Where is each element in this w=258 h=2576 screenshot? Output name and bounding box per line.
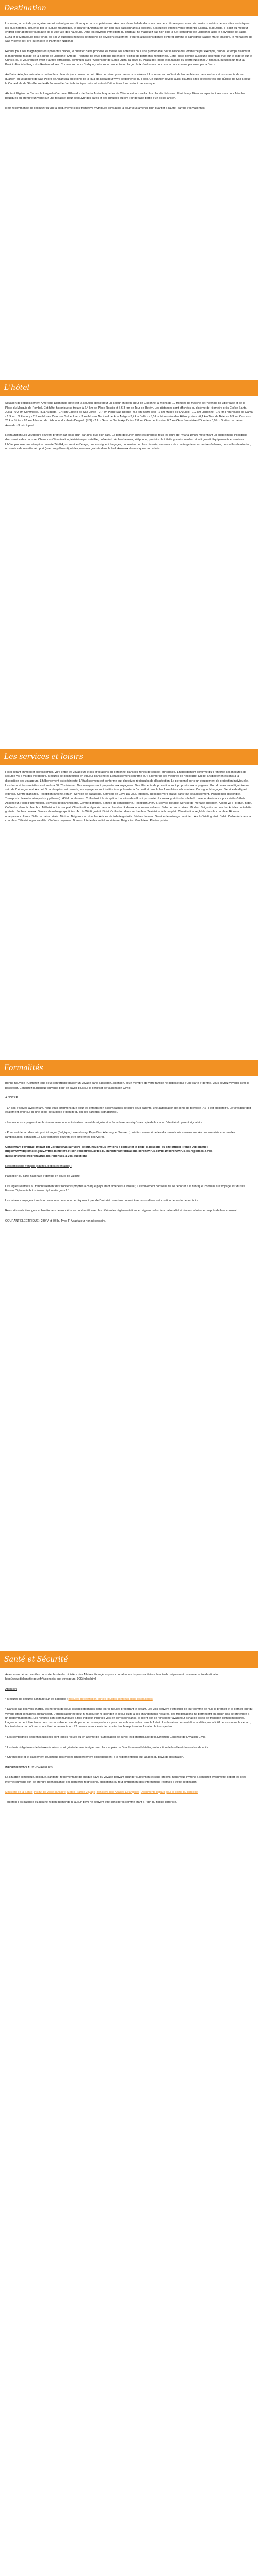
formalites-paragraph: - Les mineurs voyageant seuls doivent avoir une autorisation parentale signée et le formulaire, ainsi qu'une copie de la carte d'identité du parent signataire.	[5, 1121, 203, 1124]
formalites-paragraph: A NOTER	[5, 1096, 18, 1100]
sante-paragraph: * Chronologie et le classement touristique des modes d'hébergement correspondent à la réglementation aux usages du pays de destination.	[5, 1756, 184, 1759]
destination-paragraph: Réputé pour ses magnifiques et raposantes places, le quartier Baixa propose les meilleures adresses pour une promenade. Sur la Place du Commerce par exemple, rendez le temps d'admirer la magnifique façade de la Bourse de Lisbonne, l'Arc de Triomphe de style baroque ou encore l'édifice de bâtiments ministériels. Cette place dévoile aussi une splendide vue sur le Tage et sur le Christ Roi. Si vous voulez avoir d'autres attractions, continuez avec l'Ascenseur de Santa Justa, la plaza ou Praça do Rossio et la façade du Teatro Nacional D. Maria II, ou faites un tour au Palácio Foz à la Praça dos Restauradores. Comme son nom l'indique, cette zone concentre un large choix d'adresses pour vos achats comme par exemple la Baixa.	[5, 49, 252, 66]
sante-intro: Avant votre départ, veuillez consulter le site du ministère des Affaires étrangères pour connaître les risques sanitaires éventuels qui peuvent concerner votre destination : http://www.diplomatie.gouv.fr/fr/conseils-aux-voyageurs_909/index.html	[5, 1673, 221, 1681]
attention-line	[5, 1697, 253, 1702]
formalites-section	[0, 1060, 258, 1232]
destination-paragraph: Abritant l'Église do Carmo, le Largo do Carmo et l'Elevador de Santa Justa, le quartier de Chiado est la zone la plus chic de Lisbonne. Il fait bon y flâner en arpentant ses rues pour faire les boutiques ou prendre un verre sur une terrasse, pour découvrir des cafés et des librairies qui ont l'air de faire partie d'un décor ancien.	[5, 92, 246, 100]
formalites-body	[0, 1076, 258, 1232]
formalites-title: Formalités	[0, 1060, 258, 1076]
sante-body	[0, 1668, 258, 1814]
formalites-paragraph: - En cas d'arrivée avec enfant, nous vous informons que pour les enfants non accompagnés de leurs deux parents, une autorisation de sortie de territoire (AST) est obligatoire. Le voyageur doit également avoir sur lui une copie de la pièce d'identité du ou des parent(s) signataire(s).	[5, 1106, 251, 1114]
sante-paragraph: * Dans le cas des vols charter, les horaires de ceux-ci sont déterminés dans les 48 heures précédant le départ. Les vols peuvent s'effectuer de jour comme de nuit, le premier et le dernier jour du voyage étant consacrés au transport. L'organisateur ne peut ni raccourcir ni rallonger le séjour suite à ces changements horaires, ces modifications ne permettent en aucun cas de prétendre à un dédommagement. Les horaires sont communiqués à titre indicatif. Pour les vols en correspondance, le client doit se renseigner avant tout achat de billets de transport complémentaires. L'agence ne peut être tenue pour responsable en cas de perte de correspondance pour des vols non inclus dans le forfait. Les horaires peuvent être modifiés jusqu'à 48 heures avant le départ ; le client devra reconfirmer son vol retour au minimum 72 heures avant celui-ci en contactant le représentant local ou le transporteur.	[5, 1708, 253, 1729]
info-link[interactable]: Institut de veille sanitaire	[34, 1790, 66, 1794]
spacer	[0, 832, 258, 1060]
info-text: La situation climatique, politique, sanitaire, réglementaire de chaque pays du voyage pouvant changer subitement et sans préavis, nous vous invitons à consulter avant votre départ les sites internet suivants afin de prendre connaissance des dernières restrictions, obligations ou tout simplement des informations relatives à votre destination.	[5, 1776, 247, 1784]
hotel-paragraph: Situation de l'établissement Amerique Diamonds Hotel est la solution idéale pour un séjour en plein cœur de Lisbonne, à moins de 10 minutes de marche de l'Avenida da Liberdade et de la Place du Marquis de Pombal. Cet hôtel historique se trouve à 2,4 km de Place Rossio et à 6,3 km de Tour de Belém. Les distances sont affichées au dixième de kilomètre près Cloître Santa Justa - 0,2 km Commerce, Rua Augusta - 0,4 km Castelo de Sao Jorge - 0,7 km Place Sao Roque - 0,8 km Bairro Alto - 1 km Musée de l'Azulejo - 1,2 km Lisbonne - 1,6 km Pont Vasco de Gama - 1,9 km LX Factory - 2,5 km Musée Calouste Gulbenkian - 3 km Museu Nacional de Arte Antiga - 3,4 km Belém - 5,5 km Monastère des Hiéronymites - 6,1 km Tour de Belém - 6,3 km Cascais - 26 km Sintra - 28 km Aéroport de Lisbonne Humberto Delgado (LIS) - 7 km Gare de Santa Apolónia - 2,8 km Gare de Rossio - 0,7 km Gare ferroviaire d'Oriente - 8,9 km Station de métro Avenida - 3 min à pied	[5, 401, 253, 427]
formalites-paragraph: COURANT ELECTRIQUE : 230 V et 50Hz. Type F. Adaptateur non nécessaire.	[5, 1219, 106, 1223]
hotel-section	[0, 380, 258, 460]
info-links	[5, 1790, 253, 1795]
sante-paragraph: * Les frais obligatoires de la taxe de séjour sont généralement à régler sur place auprès de l'établissement hôtelier, en fonction de la ville et du nombre de nuits.	[5, 1745, 209, 1749]
hotel-title: L'hôtel	[0, 380, 258, 396]
liquids-link[interactable]: mesures de restriction sur les liquides contenus dans les bagages	[68, 1698, 153, 1701]
formalites-paragraph: Les règles relatives au franchissement des frontières propres à chaque pays étant amenées à évoluer, il est vivement conseillé de se reporter à la rubrique "conseils aux voyageurs" du site France Diplomatie.https://www.diplomatie.gouv.fr/	[5, 1184, 245, 1193]
formalites-paragraph: Concernant l'éventuel impact du Coronavirus sur votre séjour, nous vous invitons à consulter la page ci-dessous du site officiel France Diplomatie : https://www.diplomatie.gouv.fr/fr/le-ministere-et-son-reseau/actualites-du-ministere/informations-coronavirus-covid-19/coronavirus-les-reponses-a-vos-questions/article/coronavirus-les-reponses-a-vos-questions	[5, 1145, 214, 1158]
info-link[interactable]: Ministère de la Santé	[5, 1790, 33, 1794]
spacer	[0, 1232, 258, 1651]
services-paragraph: Hôtel gérant immobilier professionnel. Vitré entre les voyageurs et les prestations du personnel dans les zones de contact principales. L'hébergement confirme qu'il renforcé ses mesures de sécurité vis-à-vis des voyageurs. Mesures de désinfection en vigueur dans l'hôtel. L'établissement confirme qu'il a renforcé ses mesures de nettoyage. Du gel antibactérien est mis à la disposition des voyageurs. L'hébergement est désinfecté. L'établissement est conforme aux directives régionales de désinfection. Le personnel porte un équipement de protection individuelle. Les draps et les serviettes sont lavés à 60 °C minimum. Des masques sont proposés aux voyageurs. Des éléments de protection sont proposés aux voyageurs. Port du masque obligatoire au sein de l'hébergement. Accueil Si la réception est ouverte, les voyageurs sont invités à se présenter à l'accueil et remplir les formulaires nécessaires. Consigne à bagages. Service de départ express. Centre d'affaires. Réception ouverte 24h/24. Service de bagagiste. Services de Cave Du Jour. Internet / Réseaux Wi-fi gratuit dans tout l'établissement. Parking non disponible. Transports : Navette aéroport (supplément). Hôtel non-fumeur. Coffre-fort à la réception. Location de vélos à proximité. Journaux gratuits dans le hall. Laverie. Assistance pour visites/billets. Ascenseur. Point d'information. Services de blanchisserie. Centre d'affaires. Service de conciergerie. Réception 24h/24. Service d'étage. Service de ménage quotidien. Accès Wi-Fi gratuit. Bidet. Coffre-fort dans la chambre. Télévision à écran plat. Climatisation réglable dans la chambre. Rideaux opaques/occultants. Salle de bains privée. Minibar. Baignoire ou douche. Articles de toilette gratuits. Sèche-cheveux. Service de ménage quotidien. Accès Wi-Fi gratuit. Bidet. Coffre-fort dans la chambre. Télévision à écran plat. Climatisation réglable dans la chambre. Rideaux opaques/occultants. Salle de bains privée. Minibar. Baignoire ou douche. Articles de toilette gratuits. Sèche-cheveux. Service de ménage quotidien. Accès Wi-Fi gratuit. Bidet. Coffre-fort dans la chambre. Télévision par satellite. Chaînes payantes. Bureau. Literie de qualité supérieure. Baignoire. Ventilateur. Piscine privée.	[5, 770, 252, 823]
sante-section	[0, 1651, 258, 1814]
sante-paragraphs	[5, 1707, 253, 1760]
services-body	[0, 765, 258, 832]
info-link[interactable]: Météo France Voyage	[67, 1790, 95, 1794]
info-link[interactable]: Documents légaux pour la sortie du territoire	[140, 1790, 198, 1794]
hotel-body	[0, 396, 258, 460]
hotel-paragraph: Restauration Les voyageurs peuvent profiter sur place d'un bar ainsi que d'un café. Le petit-déjeuner buffet est proposé tous les jours de 7h00 à 10h30 moyennant un supplément. Possibilité d'un service de chambre. Chambres Climatisation, télévision par satellite, coffre-fort, sèche-cheveux, téléphone, produits de toilette gratuits, minibar et wifi gratuit. Équipements et services L'hôtel propose une réception ouverte 24h/24, un service d'étage, une consigne à bagages, un service de blanchisserie, un service de conciergerie et un centre d'affaires, des salles de réunion, un service de navette aéroport (avec supplément), et des journaux gratuits dans le hall. Animaux domestiques non admis.	[5, 434, 251, 451]
formalites-paragraph: Les mineurs voyageant seuls ou avec une personne ne disposant pas de l'autorité parentale doivent être munis d'une autorisation de sortie de territoire.	[5, 1199, 199, 1202]
destination-title: Destination	[0, 0, 258, 16]
sante-footer: Toutefois il est rappelé qu'aucune région du monde ni aucun pays ne peuvent être considérés comme étant à l'abri du risque terroriste.	[5, 1801, 177, 1804]
services-section	[0, 749, 258, 832]
formalites-paragraph: Passeport ou carte nationale d'identité en cours de validité.	[5, 1175, 81, 1178]
sante-title: Santé et Sécurité	[0, 1651, 258, 1668]
services-title: Les services et loisirs	[0, 749, 258, 765]
info-link[interactable]: Ministère des Affaires Étrangères	[96, 1790, 139, 1794]
spacer	[0, 460, 258, 749]
formalites-paragraph: - Pour tout départ d'un aéroport étranger (Belgique, Luxembourg, Pays-Bas, Allemagne, Suisse...), vérifiez vous-même les documents nécessaires auprès des autorités concernées (ambassades, consulats...). Les formalités peuvent être différentes des vôtres.	[5, 1131, 235, 1139]
formalites-paragraph: Bonne nouvelle : Comptez tous deux confortable passer un voyage sans passeport. Attention, si un membre de votre famille ne dispose pas d'une carte d'identité, vous devrez voyager avec le passeport. Consultez la rubrique suivante pour en savoir plus sur le certificat de vaccination Covid.	[5, 1081, 250, 1090]
attention-label: Attention	[5, 1687, 17, 1691]
formalites-paragraph: Ressortissants français (adultes, bébés et enfants) :	[5, 1164, 72, 1168]
info-label: INFORMATIONS AUX VOYAGEURS :	[5, 1766, 54, 1769]
destination-paragraph: Au Bairro Alto, les animations battent leur plein de jour comme de nuit. Rien de mieux pour passer vos soirées à Lisbonne en profitant de leur ambiance dans les bars et restaurants de ce quartier, au Miradouro de São Pedro de Alcântara ou le long de la Rua da Rosa pour vivre l'expérience du Fado. Ce quartier dévoile aussi d'autres sites célèbres tels que l'Église de São Roque, la Cathédrale de São Pedro de Alcântara et le Jardin botanique qui sont autant d'attractions à ne surtout pas manquer.	[5, 73, 252, 86]
destination-section	[0, 0, 258, 120]
destination-body	[0, 16, 258, 120]
destination-paragraph: Lisbonne, la capitale portugaise, séduit autant par sa culture que par son patrimoine. Au cours d'une balade dans ses quartiers pittoresques, vous découvrirez certains de ses sites touristiques les plus notoires. Influencé par la culture mauresque, le quartier d'Alfama est l'un des plus passionnants à explorer. Ses ruelles étroites vont l'emporter jusqu'au Sao Jorge. Il s'agit du meilleur endroit pour apprécier la beauté de la ville vue des hauteurs. Dans les environs immédiats du château, ne manquez pas non plus la Sé (cathédrale de Lisbonne) ainsi le Belvédère de Santa Luzia et le Mirradouro das Portas do Sol. À quelques minutes de marche se dévoilent également d'autres attractions dignes d'intérêt comme la cathédrale Sainte-Marie-Majeure, le monastère de Sao Vicente de Fora ou encore le Panthéon National.	[5, 22, 253, 43]
spacer	[0, 120, 258, 380]
sante-paragraph: * Les compagnies aériennes utilisées sont toutes reçues ou en attente de l'autorisation de survol et d'atterrissage de la Direction Générale de l'Aviation Civile.	[5, 1736, 206, 1739]
spacer	[0, 1814, 258, 2576]
attention-intro: * Mesures de sécurité sanitaire sur les bagages :	[5, 1698, 68, 1701]
destination-paragraph: Il est recommandé de découvrir la ville à pied, même si les tramways mythiques sont aussi là pour vous amener d'un quartier à l'autre, parfois très vallonnés.	[5, 107, 206, 110]
formalites-paragraph: Ressortissants étrangers et binationaux devront être en conformité avec les différentes réglementations en vigueur selon leur nationalité et devront s'informer auprès de leur consulat.	[5, 1209, 238, 1213]
